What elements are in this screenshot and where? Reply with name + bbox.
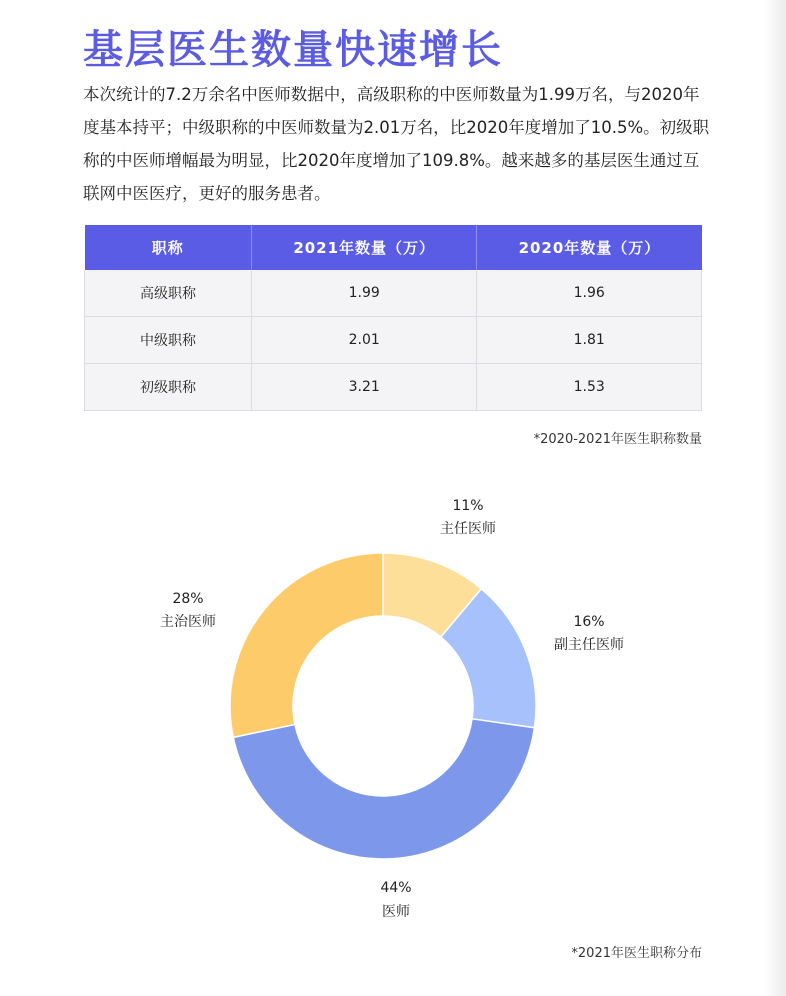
row-2020-value: 1.81 [477, 317, 702, 364]
table-footnote: *2020-2021年医生职称数量 [533, 432, 702, 447]
header-rank: 职称 [85, 225, 252, 270]
page-title: 基层医生数量快速增长 [83, 27, 503, 73]
row-2021-value: 2.01 [252, 317, 477, 364]
row-rank: 初级职称 [85, 364, 252, 411]
row-2021-value: 1.99 [252, 270, 477, 317]
slice-percent-label: 11% [452, 498, 484, 514]
header-2020: 2020年数量（万） [477, 225, 702, 270]
slice-category-label: 医师 [382, 904, 410, 920]
slice-percent-label: 16% [573, 614, 605, 630]
header-2021: 2021年数量（万） [252, 225, 477, 270]
row-rank: 高级职称 [85, 270, 252, 317]
slice-percent-label: 44% [380, 880, 412, 896]
row-2020-value: 1.53 [477, 364, 702, 411]
slice-category-label: 副主任医师 [554, 637, 624, 653]
slice-percent-label: 28% [172, 591, 204, 607]
chart-footnote: *2021年医生职称分布 [571, 946, 702, 961]
donut-slice-2 [233, 719, 534, 859]
slice-category-label: 主治医师 [160, 614, 216, 630]
row-2021-value: 3.21 [252, 364, 477, 411]
slice-category-label: 主任医师 [440, 521, 496, 537]
row-rank: 中级职称 [85, 317, 252, 364]
row-2020-value: 1.96 [477, 270, 702, 317]
donut-slice-3 [230, 553, 383, 737]
intro-paragraph: 本次统计的7.2万余名中医师数据中，高级职称的中医师数量为1.99万名，与2020年度基本持平；中级职称的中医师数量为2.01万名，比2020年度增加了10.5%。初级职称的中医师增幅最为明显，比2020年度增加了109.8%。越来越多的基层医生通过互联网中医医疗，更好的服务患者。 [83, 85, 710, 203]
